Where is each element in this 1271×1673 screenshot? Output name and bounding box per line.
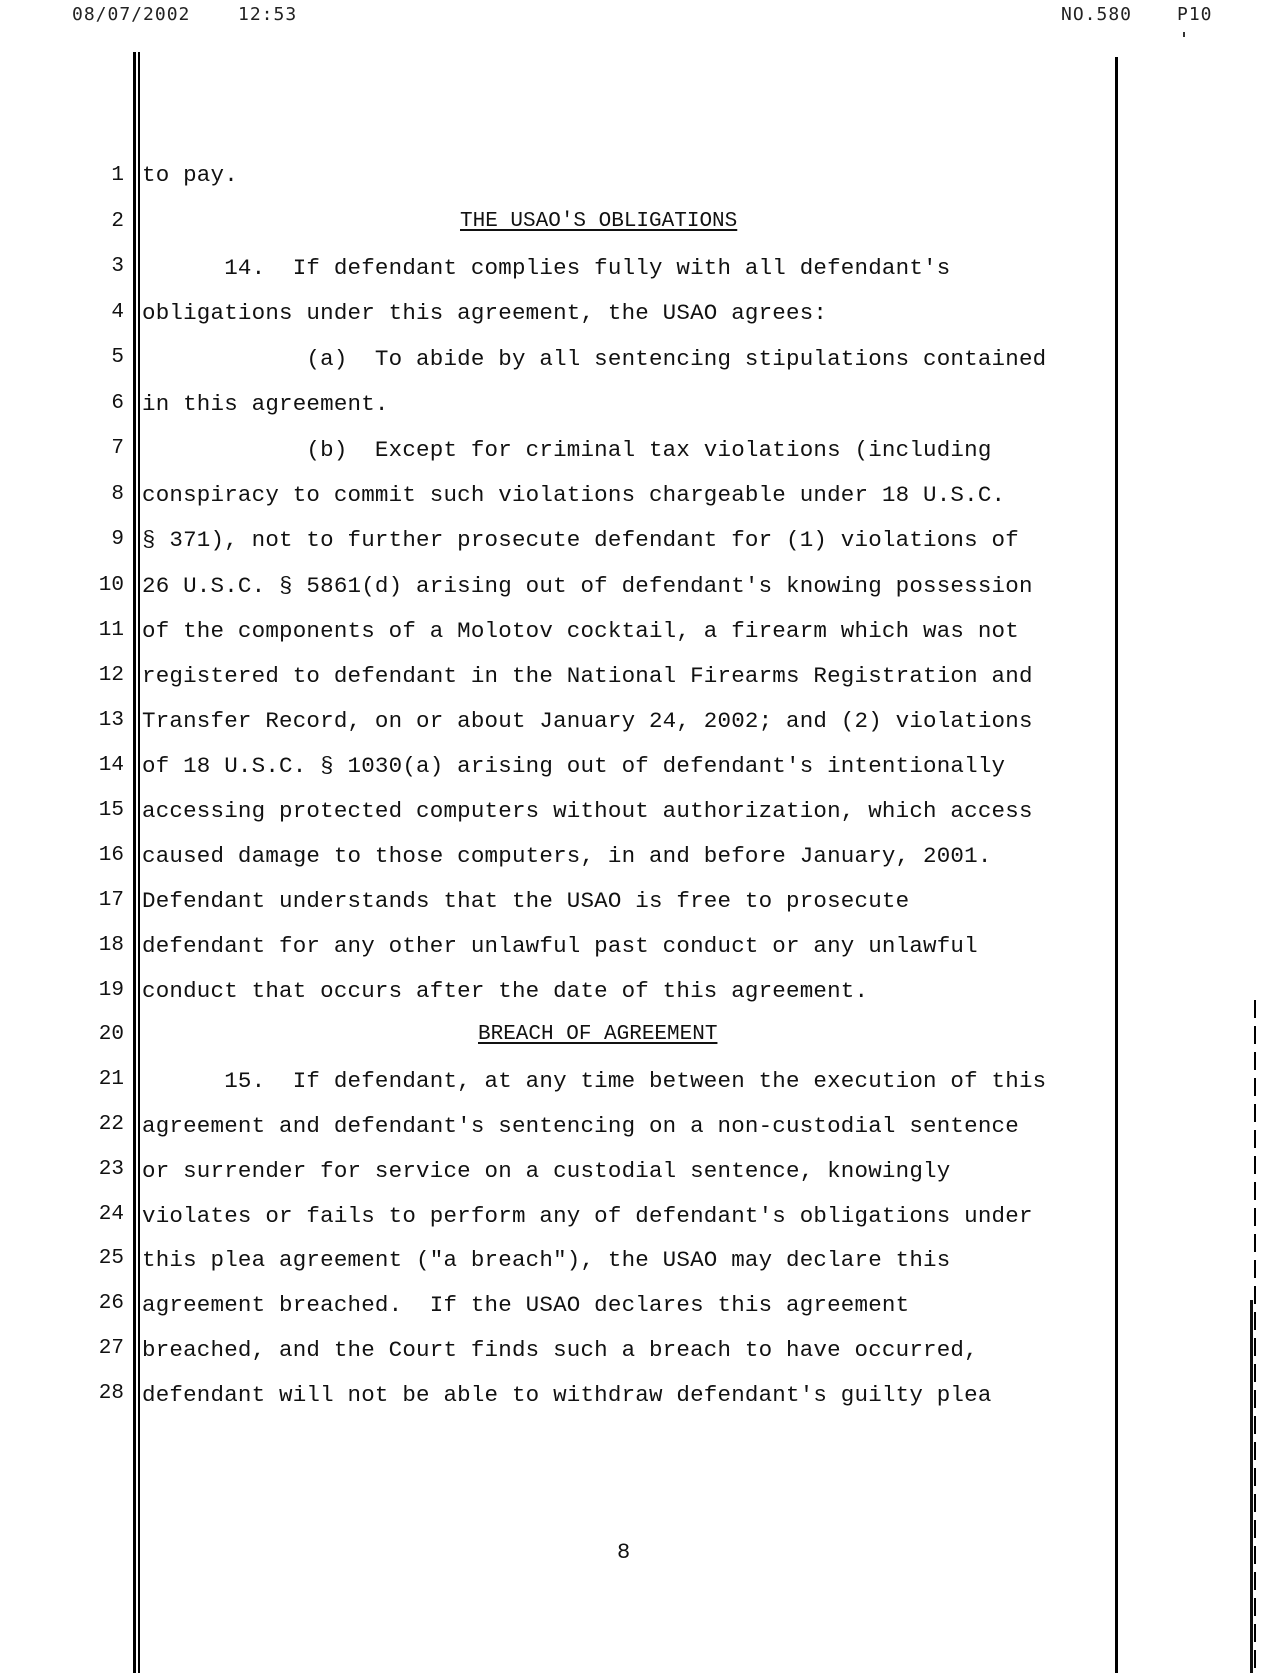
scan-mark [1183,32,1185,37]
line-number: 6 [111,392,124,415]
body-line-8: conspiracy to commit such violations chargeable under 18 U.S.C. [142,482,1006,508]
line-number: 20 [98,1023,124,1046]
body-line-27: breached, and the Court finds such a breach to have occurred, [142,1337,978,1363]
body-line-11: of the components of a Molotov cocktail, a firearm which was not [142,618,1019,644]
line-number: 16 [98,844,124,867]
heading-usao-obligations: THE USAO'S OBLIGATIONS [460,210,738,233]
body-line-18: defendant for any other unlawful past conduct or any unlawful [142,933,978,959]
line-number: 3 [111,255,124,278]
left-margin-rule-outer [133,52,136,1673]
body-line-13: Transfer Record, on or about January 24, 2002; and (2) violations [142,708,1033,734]
body-line-23: or surrender for service on a custodial sentence, knowingly [142,1158,951,1184]
body-line-14: of 18 U.S.C. § 1030(a) arising out of defendant's intentionally [142,753,1006,779]
line-number: 24 [98,1203,124,1226]
line-number: 22 [98,1113,124,1136]
line-number: 28 [98,1382,124,1405]
body-line-26: agreement breached. If the USAO declares this agreement [142,1292,910,1318]
body-line-19: conduct that occurs after the date of this agreement. [142,978,869,1004]
line-number: 7 [111,437,124,460]
fax-page: P10 [1177,4,1213,25]
body-line-28: defendant will not be able to withdraw defendant's guilty plea [142,1382,992,1408]
body-line-25: this plea agreement ("a breach"), the USAO may declare this [142,1247,951,1273]
line-number: 15 [98,799,124,822]
line-number: 5 [111,346,124,369]
left-margin-rule-inner [138,52,140,1673]
scan-edge-artifact-solid [1250,1300,1253,1673]
body-line-15: accessing protected computers without authorization, which access [142,798,1033,824]
line-number: 1 [111,164,124,187]
fax-number: NO.580 [1061,4,1133,25]
heading-breach-of-agreement: BREACH OF AGREEMENT [478,1023,718,1046]
line-number: 25 [98,1247,124,1270]
line-number: 19 [98,979,124,1002]
line-number: 2 [111,210,124,233]
line-number: 27 [98,1337,124,1360]
line-number: 23 [98,1158,124,1181]
body-line-5: (a) To abide by all sentencing stipulations contained [142,346,1047,372]
fax-time: 12:53 [238,4,298,25]
body-line-24: violates or fails to perform any of defendant's obligations under [142,1203,1033,1229]
fax-header [0,2,1271,32]
body-line-7: (b) Except for criminal tax violations (including [142,437,992,463]
line-number: 18 [98,934,124,957]
body-line-21: 15. If defendant, at any time between the execution of this [142,1068,1047,1094]
fax-date: 08/07/2002 [72,4,191,25]
line-number: 9 [111,528,124,551]
right-margin-rule [1115,57,1118,1673]
line-number: 13 [98,709,124,732]
body-line-4: obligations under this agreement, the USAO agrees: [142,300,828,326]
body-line-10: 26 U.S.C. § 5861(d) arising out of defendant's knowing possession [142,573,1033,599]
body-line-6: in this agreement. [142,391,389,417]
body-line-9: § 371), not to further prosecute defendant for (1) violations of [142,527,1019,553]
page-number: 8 [617,1540,631,1565]
body-line-3: 14. If defendant complies fully with all defendant's [142,255,951,281]
body-line-12: registered to defendant in the National Firearms Registration and [142,663,1033,689]
body-line-22: agreement and defendant's sentencing on a non-custodial sentence [142,1113,1019,1139]
line-number: 10 [98,574,124,597]
scan-edge-artifact [1254,1000,1256,1673]
line-number: 8 [111,483,124,506]
body-line-1: to pay. [142,162,238,188]
line-number: 4 [111,301,124,324]
body-line-17: Defendant understands that the USAO is free to prosecute [142,888,910,914]
line-number: 12 [98,664,124,687]
line-number: 17 [98,889,124,912]
line-number: 11 [98,619,124,642]
body-line-16: caused damage to those computers, in and before January, 2001. [142,843,992,869]
line-number: 14 [98,754,124,777]
line-number: 21 [98,1068,124,1091]
line-number: 26 [98,1292,124,1315]
